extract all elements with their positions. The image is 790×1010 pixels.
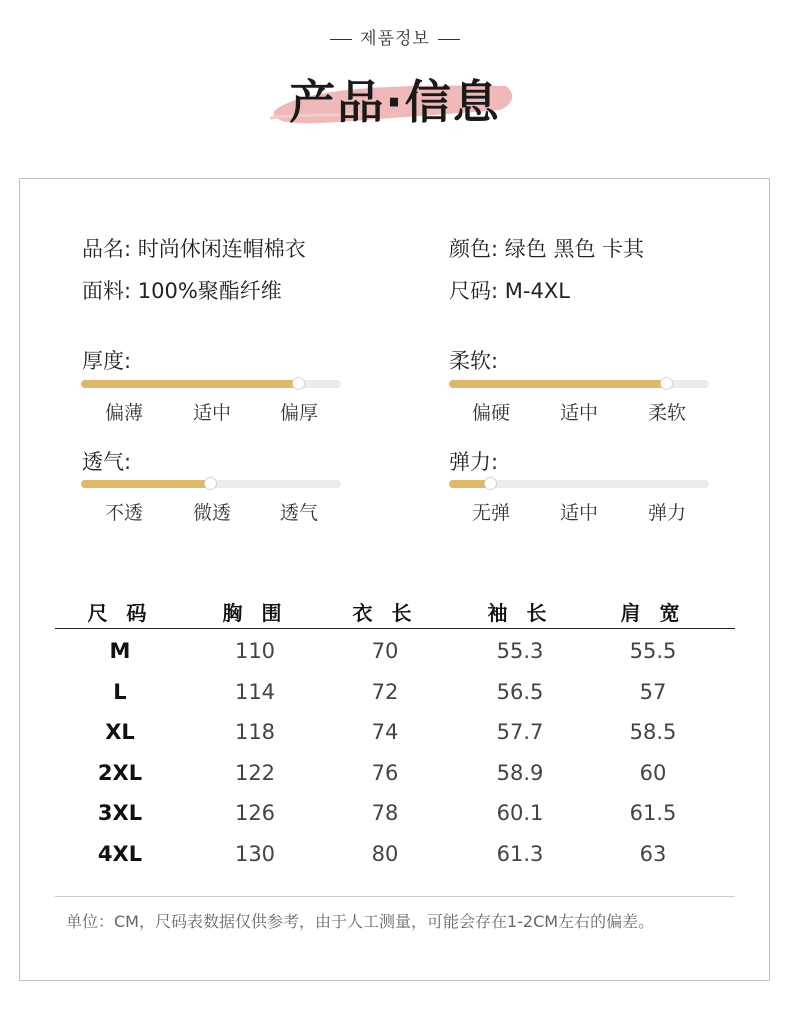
size-cell: M bbox=[109, 639, 131, 663]
attribute-label: 透气: bbox=[82, 450, 132, 474]
product-colors: 颜色: 绿色 黑色 卡其 bbox=[449, 237, 645, 261]
measurement-cell: 60 bbox=[639, 761, 667, 785]
measurement-cell: 114 bbox=[234, 680, 276, 704]
table-header-cell: 胸 围 bbox=[222, 601, 288, 625]
attribute-bar bbox=[449, 480, 709, 488]
attribute-bar-knob bbox=[204, 477, 217, 490]
measurement-cell: 122 bbox=[234, 761, 276, 785]
scale-mid: 适中 bbox=[559, 402, 598, 424]
table-header-cell: 肩 宽 bbox=[620, 601, 686, 625]
note-divider bbox=[55, 896, 735, 897]
size-cell: 2XL bbox=[97, 761, 143, 785]
attribute-bar bbox=[449, 380, 709, 388]
scale-mid: 适中 bbox=[192, 402, 231, 424]
header-subtitle: 제품정보 bbox=[0, 24, 790, 49]
measurement-cell: 56.5 bbox=[496, 680, 544, 704]
scale-low: 无弹 bbox=[471, 502, 510, 524]
measurement-cell: 63 bbox=[639, 842, 667, 866]
measurement-cell: 76 bbox=[371, 761, 399, 785]
attribute-label: 弹力: bbox=[449, 450, 499, 474]
measurement-cell: 118 bbox=[234, 720, 276, 744]
measurement-cell: 55.3 bbox=[496, 639, 544, 663]
table-header-rule bbox=[55, 628, 735, 629]
scale-high: 透气 bbox=[279, 502, 318, 524]
measurement-cell: 55.5 bbox=[629, 639, 677, 663]
measurement-cell: 57 bbox=[639, 680, 667, 704]
table-header-cell: 尺 码 bbox=[87, 601, 153, 625]
attribute-bar-fill bbox=[81, 380, 299, 388]
scale-low: 不透 bbox=[104, 502, 143, 524]
product-sizes: 尺码: M-4XL bbox=[449, 279, 570, 303]
page-title: 产品·信息 bbox=[289, 75, 501, 129]
attribute-label: 柔软: bbox=[449, 349, 499, 373]
measurement-cell: 110 bbox=[234, 639, 276, 663]
size-cell: L bbox=[113, 680, 127, 704]
table-header-cell: 衣 长 bbox=[352, 601, 418, 625]
measurement-cell: 78 bbox=[371, 801, 399, 825]
measurement-cell: 70 bbox=[371, 639, 399, 663]
measurement-cell: 74 bbox=[371, 720, 399, 744]
measurement-cell: 60.1 bbox=[496, 801, 544, 825]
measurement-cell: 130 bbox=[234, 842, 276, 866]
measurement-cell: 72 bbox=[371, 680, 399, 704]
size-cell: XL bbox=[105, 720, 135, 744]
measurement-cell: 80 bbox=[371, 842, 399, 866]
product-name: 品名: 时尚休闲连帽棉衣 bbox=[82, 237, 306, 261]
attribute-bar-fill bbox=[81, 480, 211, 488]
measurement-cell: 61.5 bbox=[629, 801, 677, 825]
attribute-bar-knob bbox=[484, 477, 497, 490]
product-material: 面料: 100%聚酯纤维 bbox=[82, 279, 282, 303]
measurement-cell: 61.3 bbox=[496, 842, 544, 866]
attribute-bar bbox=[81, 480, 341, 488]
scale-mid: 微透 bbox=[192, 502, 231, 524]
attribute-bar bbox=[81, 380, 341, 388]
scale-low: 偏硬 bbox=[471, 402, 510, 424]
scale-mid: 适中 bbox=[559, 502, 598, 524]
size-cell: 3XL bbox=[97, 801, 143, 825]
scale-high: 偏厚 bbox=[279, 402, 318, 424]
attribute-bar-fill bbox=[449, 380, 667, 388]
size-cell: 4XL bbox=[97, 842, 143, 866]
scale-low: 偏薄 bbox=[104, 402, 143, 424]
measurement-cell: 58.5 bbox=[629, 720, 677, 744]
scale-high: 柔软 bbox=[647, 402, 686, 424]
scale-high: 弹力 bbox=[647, 502, 686, 524]
measurement-cell: 57.7 bbox=[496, 720, 544, 744]
measurement-cell: 126 bbox=[234, 801, 276, 825]
measurement-note: 单位：CM，尺码表数据仅供参考，由于人工测量，可能会存在1-2CM左右的偏差。 bbox=[66, 912, 655, 931]
table-header-cell: 袖 长 bbox=[487, 601, 553, 625]
attribute-label: 厚度: bbox=[82, 349, 132, 373]
measurement-cell: 58.9 bbox=[496, 761, 544, 785]
